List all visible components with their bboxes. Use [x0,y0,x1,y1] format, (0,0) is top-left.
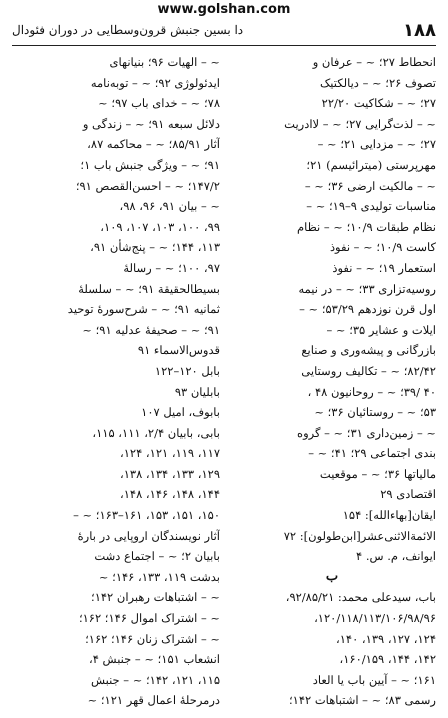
index-line: اول قرن نوزدهم ۵۳/۲۹؛ ~ – [299,302,436,317]
index-line: دلائل سبعه ۹۱؛ ~ – زندگی و [82,116,220,131]
index-line: ~ – لذت‌گرایی ۲۷؛ ~ – لاادریت [284,116,436,131]
index-line: درمرحلهٔ اعمال قهر ۱۲۱؛ ~ [87,693,220,708]
index-line: رسمی ۸۳؛ ~ – اشتباهات ۱۴۲؛ [289,693,436,708]
index-line: ایقان[بهاءالله]: ۱۵۴ [342,508,436,523]
index-line: بابل ۱۲۰–۱۲۲ [154,363,220,378]
index-line: ~ – الهیات ۹۶؛ بنیانهای [109,55,220,69]
index-line: بابلیان ۹۳ [174,384,220,399]
page-number: ۱۸۸ [403,19,436,41]
index-line: ۱۲۴، ۱۲۷، ۱۳۹، ۱۴۰، [336,631,436,646]
index-line: بدشت ۱۱۹، ۱۳۳، ۱۴۶؛ ~ [98,569,220,584]
index-line: آثار نویسندگان اروپایی در بارهٔ [77,528,220,543]
index-line: ایدئولوژی ۹۲؛ ~ – توبه‌نامه [90,75,220,90]
index-line: انحطاط ۲۷؛ ~ – عرفان و [312,55,436,69]
page-header [12,18,436,42]
index-line: نظام طبقات ۱۰/۹؛ ~ – نظام [296,219,436,234]
index-line: ۱۴۷/۲؛ ~ – احسن‌القصص ۹۱؛ [75,178,220,193]
index-line: ۱۴۲، ۱۴۴، ۱۶۰/۱۵۹، [339,652,436,667]
index-line: ایوانف، م. س. ۴ [356,549,436,564]
index-line: ~ – اشتراک زنان ۱۴۶؛ ۱۶۲؛ [85,631,220,646]
index-line: ۹۷، ۱۰۰؛ ~ – رسالهٔ [123,260,220,275]
header-divider [12,45,436,46]
index-line: اقتصادی ۲۹ [380,487,436,502]
index-line: ۱۲۹، ۱۳۳، ۱۳۴، ۱۳۸، [120,466,220,481]
index-line: بابیان ۲؛ ~ – اجتماع دشت [94,549,220,564]
index-line: ۱۱۳، ۱۴۴؛ ~ – پنج‌شأن ۹۱، [90,240,220,255]
index-line: تصوف ۲۶؛ ~ – دیالکتیک [320,75,436,90]
index-line: استعمار ۱۹؛ ~ – نفوذ [332,260,436,275]
index-line: مناسبات تولیدی ۹–۱۹؛ ~ – [306,199,436,214]
index-line: بندی اجتماعی ۲۹؛ ۴۱؛ ~ – [308,446,436,461]
index-line: ۱۱۷، ۱۱۹، ۱۲۱، ۱۲۴، [120,446,220,461]
site-url: www.golshan.com [157,2,291,17]
index-line: انشعاب ۱۵۱؛ ~ – جنبش ۴، [88,652,220,667]
index-line: باب، سیدعلی محمد: ۹۲/۸۵/۲۱، [285,590,436,605]
index-line: ثمانیه ۹۱؛ ~ – شرح‌سورهٔ توحید [67,302,220,317]
index-line: کاست ۱۰/۹؛ ~ – نفوذ [329,240,436,255]
index-line: بازرگانی و پیشه‌وری و صنایع [301,343,436,358]
index-line: ۴۰ /۳۹؛ ~ – روحانیون ۴۸ ، [307,384,436,399]
index-line: مالیاتها ۳۶؛ ~ – موقعیت [319,466,436,481]
index-line: ۲۷؛ ~ – شکاکیت ۲۲/۲۰ [321,96,436,111]
index-line: ۱۱۵، ۱۲۱، ۱۴۲؛ ~ – جنبش [90,672,220,687]
index-line: ۵۳؛ ~ – روستائیان ۳۶؛ ~ [314,405,436,420]
index-line: ~ – بیان ۹۱، ۹۶، ۹۸، [119,199,220,214]
index-line: ۹۹، ۱۰۰، ۱۰۳، ۱۰۷، ۱۰۹، [100,219,220,234]
index-line: ایلات و عشایر ۳۵؛ ~ – [326,322,436,337]
running-title: دا بسین جنبش قرون‌وسطایی در دوران فئودال [12,23,244,37]
index-line: ۲۷؛ ~ – مزدایی ۲۱؛ ~ – [317,137,436,152]
index-line: روسیه‌تزاری ۳۳؛ ~ – در نیمه [298,281,436,296]
index-line: قدوس‌الاسماء ۹۱ [137,343,220,358]
index-line: بابی، بابیان ۲/۴، ۱۱۱، ۱۱۵، [92,425,220,440]
index-line: ۹۱؛ ~ – ویژگی جنبش باب ۱؛ [80,157,220,172]
index-columns [12,52,436,714]
index-line: ~ – اشتباهات رهبران ۱۴۲؛ [91,590,220,605]
index-column-left [12,52,220,714]
index-line: الائمةالاثنی‌عشر[ابن‌طولون]: ۷۲ [283,528,436,543]
index-line: بابوف، امیل ۱۰۷ [141,405,220,420]
index-line: ~ – زمین‌داری ۳۱؛ ~ – گروه [297,425,436,440]
index-line: ۱۶۱؛ ~ – آیین باب یا العاد [312,672,436,687]
index-line: ۷۸؛ ~ – خدای باب ۹۷؛ ~ [98,96,220,111]
index-line: ~ – اشتراک اموال ۱۴۶؛ ۱۶۲؛ [78,611,220,626]
index-column-right [228,52,436,714]
index-line: آثار ۸۵/۹۱؛ ~ – محاکمه ۸۷، [87,137,220,152]
index-line: ۱۴۴، ۱۴۸، ۱۴۶، ۱۴۸، [120,487,220,502]
index-line: ۹۱؛ ~ – صحیفهٔ عدلیه ۹۱؛ ~ [82,322,220,337]
index-line: مهرپرستی (میترائیسم) ۲۱؛ [306,157,436,172]
index-line: ۱۵۰، ۱۵۱، ۱۵۳، ۱۶۱–۱۶۳؛ ~ – [73,508,220,523]
index-line: ~ – مالکیت ارضی ۳۶؛ ~ – [304,178,436,193]
index-section-letter: ب [325,568,339,584]
index-line: ۸۲/۴۲؛ ~ – تکالیف روستایی [301,363,436,378]
index-line: ۱۲۰/۱۱۸/۱۱۳/۱۰۶/۹۸/۹۶، [314,611,436,626]
index-line: بسیطالحقیقة ۹۱؛ ~ – سلسلهٔ [78,281,220,296]
